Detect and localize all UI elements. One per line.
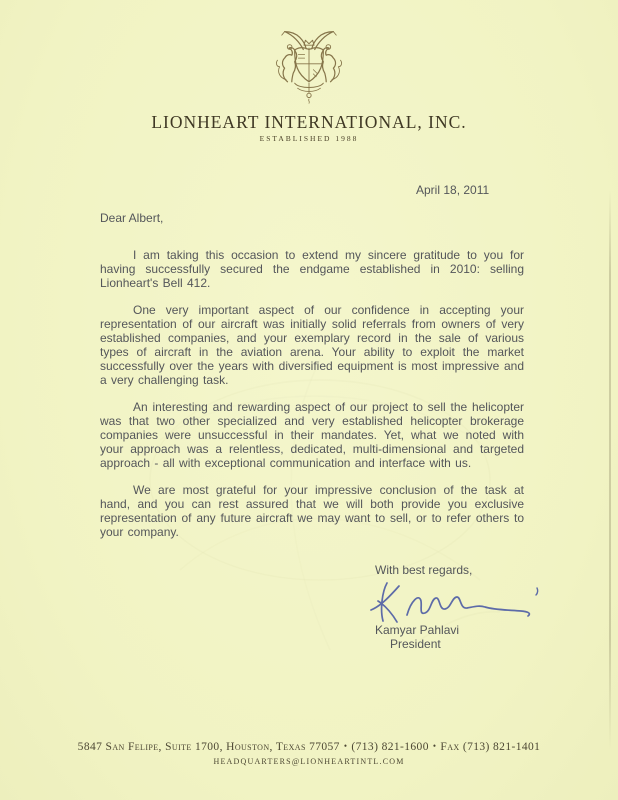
bullet-separator-icon: • xyxy=(432,741,437,751)
company-crest-logo xyxy=(266,28,352,114)
footer-email: HEADQUARTERS@LIONHEARTINTL.COM xyxy=(213,757,405,766)
handwritten-signature xyxy=(367,579,552,623)
salutation: Dear Albert, xyxy=(100,211,164,225)
closing-phrase: With best regards, xyxy=(375,563,473,577)
footer-phone: (713) 821-1600 xyxy=(351,741,429,753)
paragraph-3: An interesting and rewarding aspect of our project to sell the helicopter was that two other specialized and very established helicopter brokerage companies were unsuccessful in their mandates. Yet, what we noted with your approach was a relentless, dedicated, multi-dimensional and targeted approach - all with exceptional communication and interface with us. xyxy=(100,400,524,470)
company-name: LIONHEART INTERNATIONAL, INC. xyxy=(151,112,467,132)
signer-title: President xyxy=(390,637,441,651)
bullet-separator-icon: • xyxy=(343,741,348,751)
scan-edge-artifact xyxy=(609,190,611,750)
paragraph-1: I am taking this occasion to extend my sincere gratitude to you for having successfully secured the endgame established in 2010: selling Lionheart's Bell 412. xyxy=(100,248,524,290)
paragraph-2: One very important aspect of our confidence in accepting your representation of our aircraft was initially solid referrals from owners of very established companies, and your exemplary record in the sale of various types of aircraft in the aviation arena. Your ability to exploit the market successfully over the years with diversified equipment is most impressive and a very challenging task. xyxy=(100,303,524,387)
letter-body xyxy=(100,183,524,651)
signer-name: Kamyar Pahlavi xyxy=(375,623,460,637)
footer-address-line xyxy=(0,741,618,753)
paragraph-4: We are most grateful for your impressive conclusion of the task at hand, and you can rest assured that we will both provide you exclusive representation of any future aircraft we may want to sell, or to refer others to your company. xyxy=(100,483,524,539)
established-tagline: ESTABLISHED 1988 xyxy=(259,134,359,143)
footer-address: 5847 San Felipe, Suite 1700, Houston, Texas 77057 xyxy=(77,741,340,753)
footer-fax: Fax (713) 821-1401 xyxy=(440,741,541,753)
letter-date: April 18, 2011 xyxy=(416,183,490,197)
closing-block xyxy=(375,563,524,651)
letterhead-footer xyxy=(0,741,618,766)
